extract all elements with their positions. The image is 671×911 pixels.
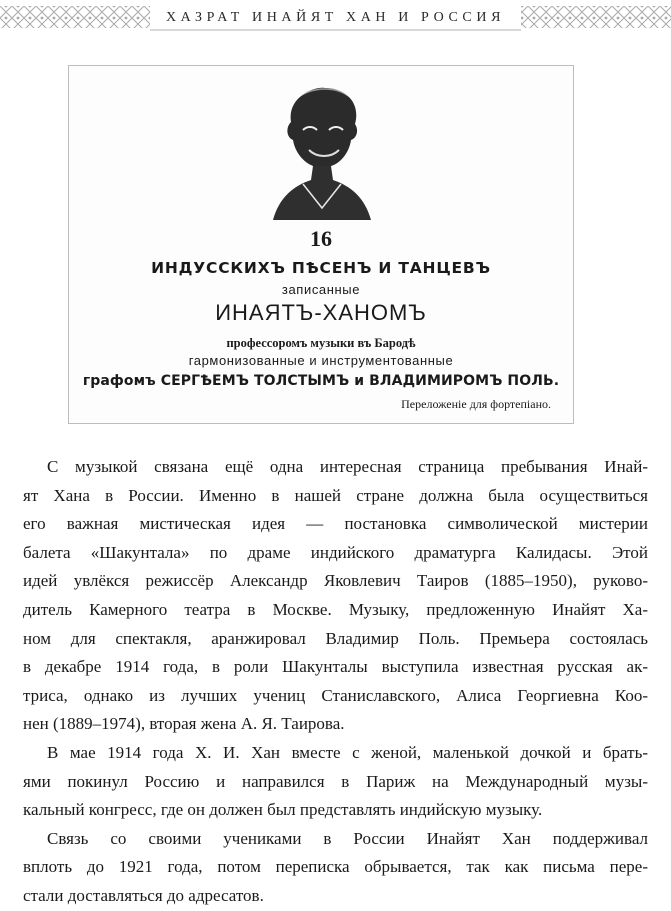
song-count: 16 — [310, 226, 332, 251]
article-body — [23, 453, 648, 911]
text-line: его важная мистическая идея — постановка символической мистерии — [23, 514, 648, 534]
arranged-label: гармонизованные и инструментованные — [188, 353, 454, 368]
text-line: стали доставляться до адресатов. — [23, 885, 264, 905]
paragraph-3 — [23, 825, 648, 911]
text-line: нен (1889–1974), вторая жена А. Я. Таирова. — [23, 714, 345, 734]
text-line: С музыкой связана ещё одна интересная страница пребывания Инай- — [47, 457, 648, 476]
text-line: В мае 1914 года Х. И. Хан вместе с женой, маленькой дочкой и брать- — [47, 742, 648, 762]
running-header — [0, 0, 671, 40]
text-line: в декабре 1914 года, в роли Шакунталы выступила известная русская ак- — [23, 657, 648, 677]
collection-title: ИНДУССКИХЪ ПѢСЕНЪ И ТАНЦЕВЪ — [151, 259, 491, 277]
text-line: ном для спектакля, аранжировал Владимир Поль. Премьера состоялась — [23, 628, 648, 648]
text-line: кальный конгресс, где он должен был представлять индийскую музыку. — [23, 800, 543, 820]
running-title: ХАЗРАТ ИНАЙЯТ ХАН И РОССИЯ — [165, 10, 506, 25]
portrait-image — [273, 80, 371, 220]
title-page-illustration — [68, 65, 574, 424]
author-name: ИНАЯТЪ-ХАНОМЪ — [215, 300, 427, 325]
text-line: ями покинул Россию и направился в Париж на Международный музы- — [23, 771, 648, 791]
text-line: вплоть до 1921 года, потом переписка обрывается, так как письма пере- — [23, 857, 648, 877]
paragraph-1 — [23, 453, 648, 739]
author-title: профессоромъ музыки въ Бародѣ — [226, 336, 416, 350]
text-line: Связь со своими учениками в России Инайят Хан поддерживал — [47, 828, 648, 848]
recorded-by-label: записанные — [281, 282, 361, 297]
text-line: идей увлёкся режиссёр Александр Яковлевич Таиров (1885–1950), руково- — [23, 571, 648, 591]
piano-transcription-note: Переложеніе для фортепіано. — [401, 397, 551, 411]
text-line: ят Хана в России. Именно в нашей стране должна была осуществиться — [23, 485, 648, 505]
text-line: балета «Шакунтала» по драме индийского драматурга Калидасы. Этой — [23, 542, 648, 562]
arrangers: графомъ СЕРГѢЕМЪ ТОЛСТЫМЪ и ВЛАДИМИРОМЪ ПОЛЬ. — [82, 373, 560, 389]
paragraph-2 — [23, 739, 648, 825]
text-line: триса, однако из лучших учениц Станиславского, Алиса Георгиевна Коо- — [23, 685, 648, 705]
text-line: дитель Камерного театра в Москве. Музыку, предложенную Инайят Ха- — [23, 599, 648, 619]
